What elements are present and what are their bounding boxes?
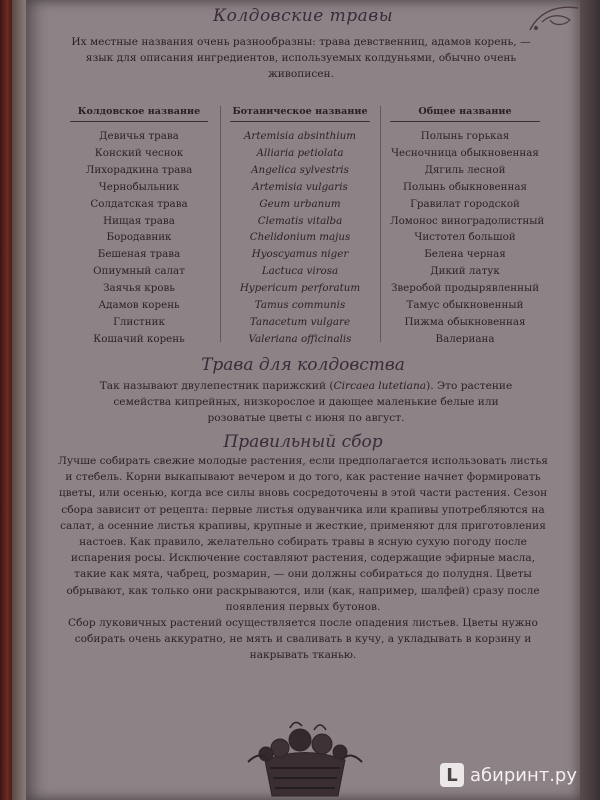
table-cell: Полынь горькая	[420, 130, 510, 142]
table-cell: Заячья кровь	[103, 282, 175, 295]
table-cell: Geum urbanum	[259, 197, 341, 210]
table-cell: Tanacetum vulgare	[249, 315, 351, 328]
column-witch-names	[70, 106, 208, 348]
paragraph-text: ). Это растение семейства кипрейных, низкорослое и дающее маленькие белые или розоватые цветы с июня по август.	[113, 380, 513, 424]
table-cell: Дикий латук	[430, 265, 500, 278]
table-cell: Чистотел большой	[414, 231, 516, 244]
table-cell: Тамус обыкновенный	[406, 299, 524, 312]
table-cell: Дягиль лесной	[424, 163, 506, 176]
watermark-text: абиринт.ру	[470, 764, 578, 786]
table-cell: Пижма обыкновенная	[404, 315, 526, 328]
title-pravilnyi-sbor: Правильный сбор	[223, 432, 383, 452]
title-trava-dlya-koldovstva: Трава для колдовства	[201, 355, 405, 375]
book-spine-edge	[0, 0, 12, 800]
column-header: Общее название	[390, 106, 540, 122]
table-cell: Белена черная	[424, 248, 506, 261]
intro-paragraph: Их местные названия очень разнообразны: трава девственниц, адамов корень, — язык для описания ингредиентов, используемых колдуньями, обычно очень живописен.	[71, 36, 531, 80]
table-cell: Hyoscyamus niger	[251, 248, 349, 261]
column-divider	[380, 106, 381, 342]
column-botanical-names	[230, 106, 370, 348]
flower-basket-icon	[240, 710, 370, 800]
table-cell: Конский чеснок	[94, 146, 184, 159]
table-cell: Девичья трава	[99, 130, 179, 142]
table-cell: Hypericum perforatum	[239, 282, 361, 295]
table-cell: Глистник	[113, 315, 165, 328]
paragraph-text: Так называют двулепестник парижский (	[99, 380, 334, 392]
table-cell: Гравилат городской	[410, 197, 520, 210]
table-cell: Tamus communis	[254, 299, 346, 312]
table-cell: Валериана	[435, 332, 495, 345]
paragraph-text: Сбор луковичных растений осуществляется после опадения листьев. Цветы нужно собирать очень аккуратно, не мять и сваливать в кучу, а укладывать в корзину и накрывать тканью.	[68, 617, 538, 662]
title-koldovskie-travy: Колдовские травы	[212, 6, 394, 26]
table-cell: Опиумный салат	[93, 265, 185, 278]
table-cell: Angelica sylvestris	[251, 163, 349, 176]
table-cell: Artemisia absinthium	[243, 130, 357, 142]
column-common-names	[390, 106, 545, 348]
table-cell: Чернобыльник	[98, 180, 180, 193]
labirint-watermark	[440, 760, 585, 790]
book-page	[26, 0, 580, 800]
table-cell: Lactuca virosa	[261, 265, 339, 278]
page-stack-edge	[12, 0, 26, 800]
table-cell: Alliaria petiolata	[256, 146, 344, 159]
section-paragraph	[86, 378, 526, 426]
latin-name: Circaea lutetiana	[333, 380, 427, 392]
column-divider	[220, 106, 221, 342]
table-cell: Ломонос виноградолистный	[390, 214, 545, 227]
table-cell: Полынь обыкновенная	[402, 180, 527, 193]
table-cell: Бородавник	[106, 231, 172, 244]
table-cell: Artemisia vulgaris	[252, 180, 348, 193]
table-cell: Valeriana officinalis	[248, 332, 352, 345]
table-cell: Кошачий корень	[93, 332, 185, 345]
column-header: Ботаническое название	[230, 106, 370, 122]
table-cell: Адамов корень	[98, 299, 180, 312]
table-cell: Нищая трава	[103, 214, 175, 227]
table-cell: Солдатская трава	[90, 197, 188, 210]
column-header: Колдовское название	[70, 106, 208, 122]
table-cell: Лихорадкина трава	[85, 163, 193, 176]
labirint-logo-icon: L	[440, 763, 464, 787]
page-right-edge	[580, 0, 600, 800]
table-cell: Чесночница обыкновенная	[391, 146, 539, 159]
paragraph-text: Лучше собирать свежие молодые растения, если предполагается использовать листья и стебель. Корни выкапывают вечером и до того, как растение начнет формировать цветы, или осенью, когда все силы вновь сосредоточены в этой части растения. Сезон сбора зависит от рецепта: первые листья одуванчика или крапивы употребляются на салат, а осенние листья крапивы, крупные и жесткие, применяют для приготовления настоев. Как правило, желательно собирать травы в ясную сухую погоду после испарения росы. Исключение составляют растения, содержащие эфирные масла, такие как мята, чабрец, розмарин, — они должны собираться до полудня. Цветы обрывают, как только они раскрываются, или (как, например, шалфей) сразу после появления первых бутонов.	[58, 455, 548, 613]
table-cell: Бешеная трава	[97, 248, 181, 261]
section-paragraph	[54, 453, 552, 664]
table-cell: Зверобой продырявленный	[390, 282, 540, 295]
table-cell: Clematis vitalba	[257, 214, 343, 227]
table-cell: Chelidonium majus	[249, 231, 351, 244]
